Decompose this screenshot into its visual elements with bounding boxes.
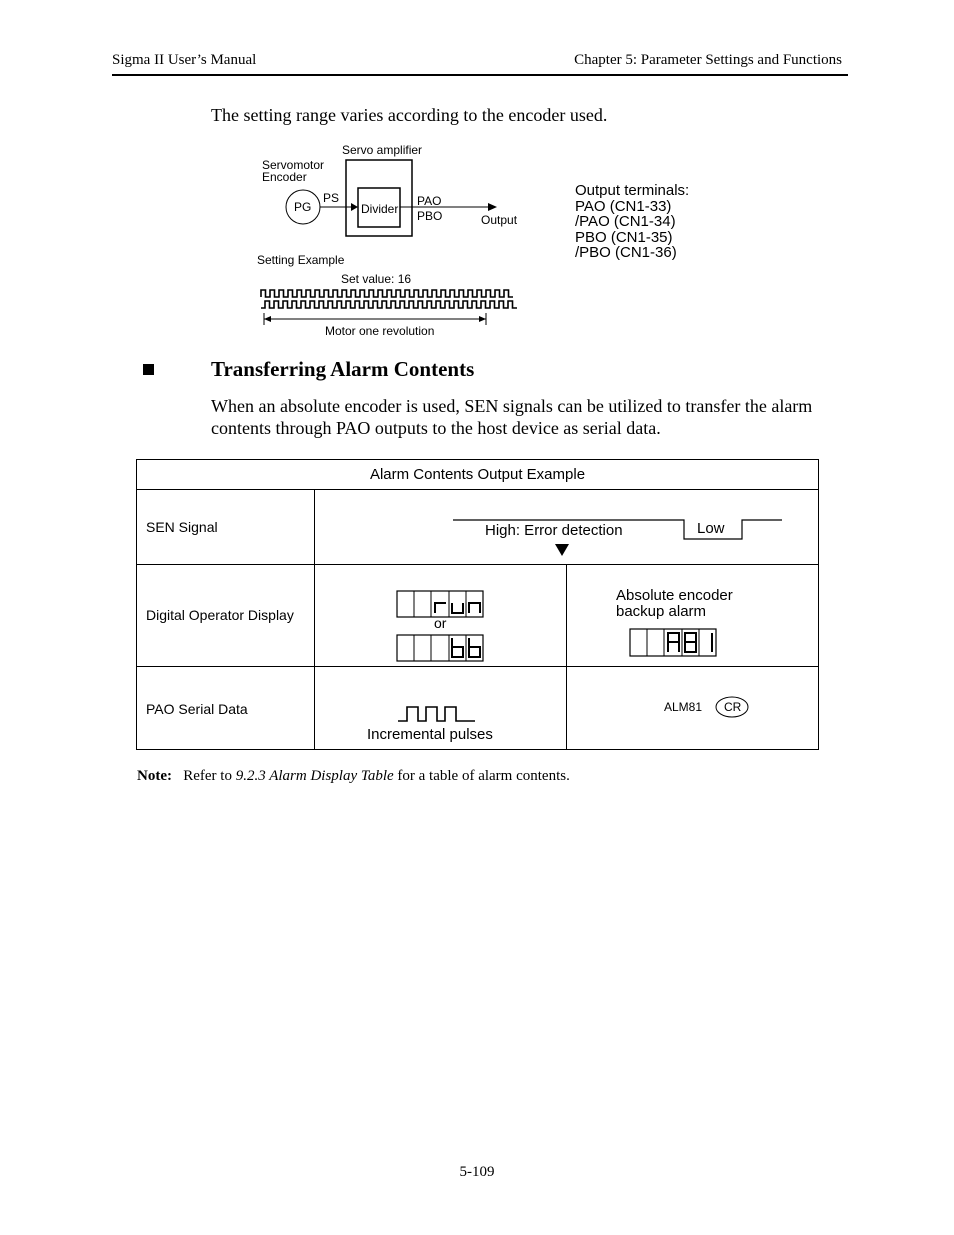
note-pre: Refer to <box>183 768 232 784</box>
output-arrowhead <box>488 203 497 211</box>
servo-amplifier-label: Servo amplifier <box>342 143 423 157</box>
note <box>137 768 570 785</box>
terminal-pbo-inv: /PBO (CN1-36) <box>575 244 677 261</box>
alarm-output-table <box>136 459 819 750</box>
terminal-pao: PAO (CN1-33) <box>575 197 672 215</box>
terminal-pao-inv: /PAO (CN1-34) <box>575 213 676 230</box>
alarm-table-title: Alarm Contents Output Example <box>369 466 586 483</box>
display-alarm-glyphs <box>668 633 712 652</box>
section-body: When an absolute encoder is used, SEN signals can be utilized to transfer the alarm contents through PAO outputs to the host device as serial data. <box>211 396 813 438</box>
note-label: Note: <box>137 768 172 784</box>
incremental-label: Incremental pulses <box>367 726 493 743</box>
header-manual-title: Sigma II User’s Manual <box>112 52 257 68</box>
encoder-label: Encoder <box>262 170 307 184</box>
down-triangle-icon <box>555 544 569 556</box>
row-label-sen: SEN Signal <box>146 519 218 535</box>
pg-arrowhead <box>351 203 358 211</box>
divider-label: Divider <box>361 202 399 216</box>
backup-alarm-label: backup alarm <box>616 603 707 620</box>
cr-label: CR <box>724 700 742 714</box>
header-chapter-title: Chapter 5: Parameter Settings and Functions <box>574 52 842 68</box>
terminal-pbo: PBO (CN1-35) <box>575 228 673 246</box>
section-bullet-icon <box>143 364 154 375</box>
ps-label: PS <box>323 191 340 205</box>
alarm-table-graphics <box>137 460 818 749</box>
servo-amplifier-box <box>346 160 412 236</box>
pulse-train-a <box>261 290 513 297</box>
servomotor-label: Servomotor <box>262 158 325 172</box>
setting-example-label: Setting Example <box>257 253 345 267</box>
row-label-pao: PAO Serial Data <box>146 701 248 717</box>
pbo-label: PBO <box>417 209 443 223</box>
section-title: Transferring Alarm Contents <box>211 357 475 381</box>
output-terminals-title: Output terminals: <box>575 182 690 199</box>
incremental-pulses-waveform <box>398 707 475 721</box>
high-label: High: Error detection <box>485 522 623 539</box>
pg-label: PG <box>294 200 312 214</box>
page-number: 5-109 <box>459 1164 495 1180</box>
pao-label: PAO <box>417 194 442 208</box>
row-label-display: Digital Operator Display <box>146 607 294 623</box>
or-label: or <box>434 615 447 631</box>
motor-rev-label: Motor one revolution <box>325 324 435 338</box>
set-value-label: Set value: 16 <box>341 272 412 286</box>
output-label: Output <box>481 213 518 227</box>
intro-text: The setting range varies according to the encoder used. <box>211 105 608 125</box>
output-terminals <box>575 183 689 261</box>
alm81-label: ALM81 <box>664 700 703 714</box>
header-rule <box>112 74 848 76</box>
pulse-train-b <box>261 301 517 308</box>
note-ref: 9.2.3 Alarm Display Table <box>235 768 394 784</box>
abs-encoder-label: Absolute encoder <box>616 587 733 604</box>
rev-left-arrow <box>264 316 271 322</box>
display-run-glyphs <box>435 603 480 613</box>
note-post: for a table of alarm contents. <box>397 768 570 784</box>
low-label: Low <box>697 520 725 537</box>
rev-right-arrow <box>479 316 486 322</box>
